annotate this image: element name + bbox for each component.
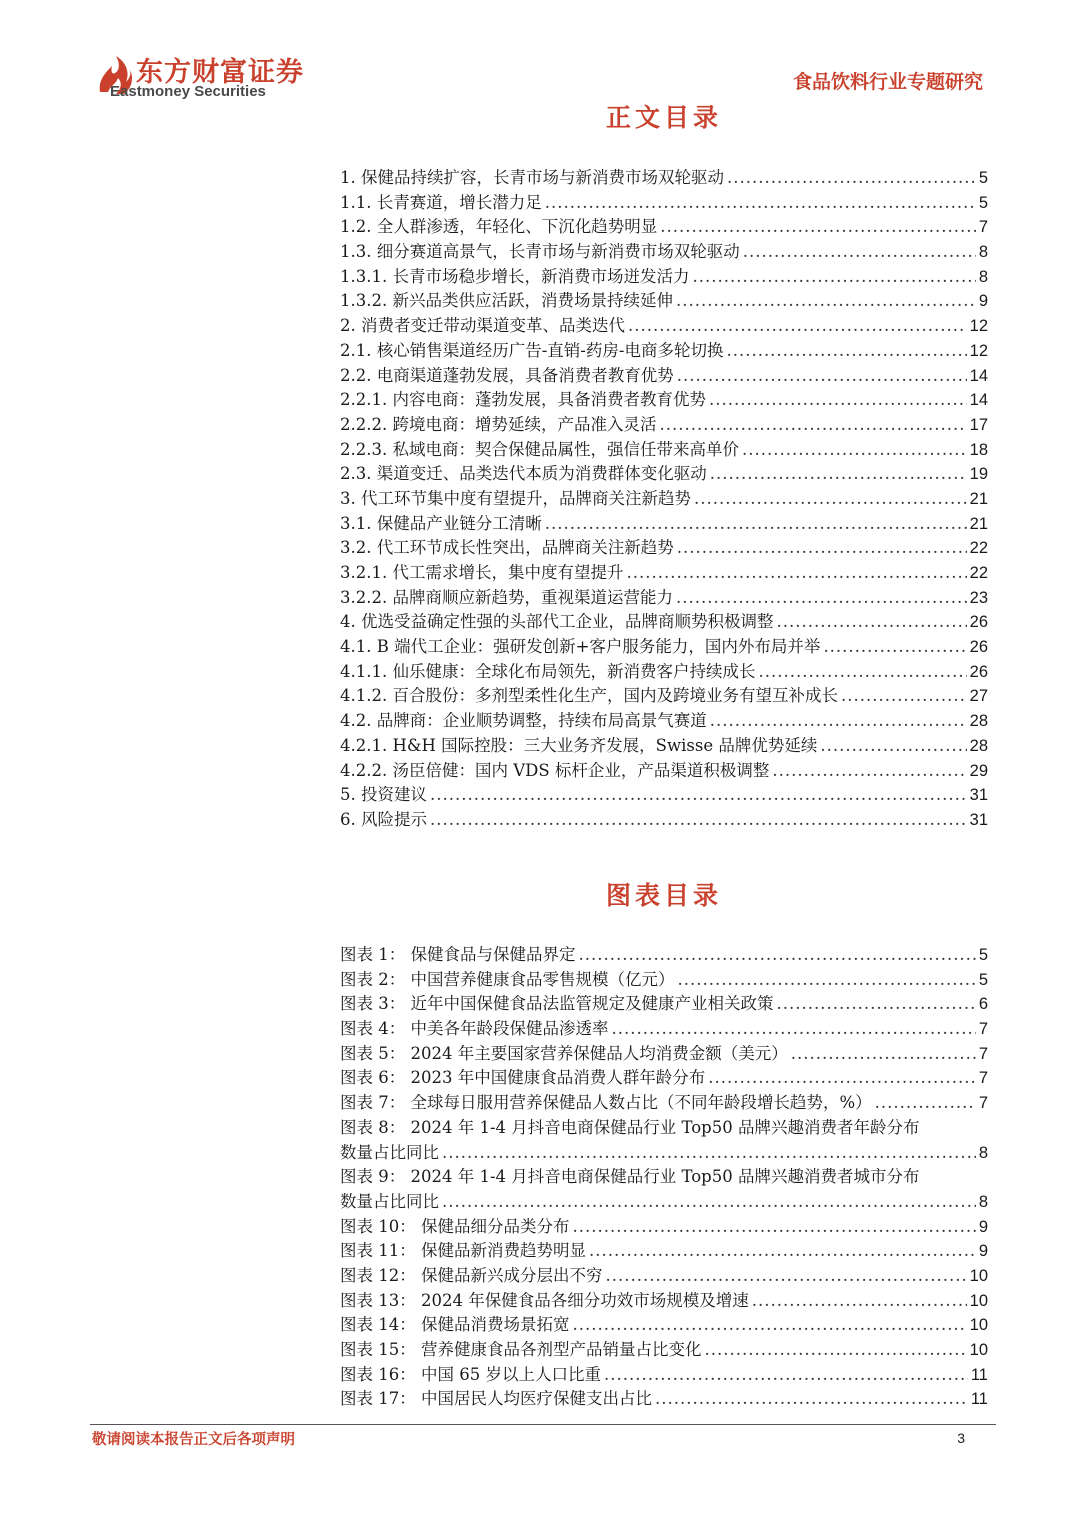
- leader-dots: [777, 992, 976, 1017]
- figure-entry[interactable]: [340, 1264, 988, 1289]
- toc-entry-page: 12: [969, 317, 988, 336]
- leader-dots: [752, 1289, 967, 1314]
- figure-entry-label: 图表 10： 保健品细分品类分布: [340, 1216, 570, 1236]
- toc-entry-label: 2.2. 电商渠道蓬勃发展，具备消费者教育优势: [340, 365, 674, 385]
- toc-entry[interactable]: [340, 635, 988, 660]
- leader-dots: [573, 1313, 967, 1338]
- toc-entry[interactable]: [340, 265, 988, 290]
- figure-entry-page: 11: [970, 1390, 988, 1409]
- leader-dots: [442, 1190, 976, 1215]
- toc-entry[interactable]: [340, 536, 988, 561]
- figure-entry[interactable]: [340, 1338, 988, 1363]
- leader-dots: [573, 1215, 976, 1240]
- figure-entry-page: 7: [978, 1069, 988, 1088]
- figure-entry-label-line1[interactable]: 图表 9： 2024 年 1-4 月抖音电商保健品行业 Top50 品牌兴趣消费者城市分布: [340, 1167, 920, 1187]
- figure-entry[interactable]: [340, 1215, 988, 1240]
- figure-entry[interactable]: [340, 1091, 988, 1116]
- toc-entry-page: 12: [969, 341, 988, 360]
- toc-entry-label: 2.2.3. 私域电商：契合保健品属性，强信任带来高单价: [340, 439, 739, 459]
- toc-entry-page: 14: [969, 391, 988, 410]
- figure-entry-label: 图表 12： 保健品新兴成分层出不穷: [340, 1265, 603, 1285]
- toc-entry-label: 6. 风险提示: [340, 809, 427, 829]
- figure-entry-label: 图表 14： 保健品消费场景拓宽: [340, 1315, 570, 1335]
- toc-entry-page: 28: [969, 736, 988, 755]
- figure-entry-label: 图表 1： 保健食品与保健品界定: [340, 945, 576, 964]
- toc-entry-label: 1.3. 细分赛道高景气，长青市场与新消费市场双轮驱动: [340, 242, 740, 262]
- toc-entry-page: 28: [969, 712, 988, 731]
- toc-entry-page: 29: [969, 761, 988, 780]
- leader-dots: [820, 734, 966, 759]
- toc-entry[interactable]: [340, 240, 988, 265]
- toc-entry[interactable]: [340, 314, 988, 339]
- footer-divider: [90, 1424, 996, 1425]
- toc-entry[interactable]: [340, 808, 988, 833]
- toc-entry-label: 3.1. 保健品产业链分工清晰: [340, 513, 542, 533]
- figure-entry-page: 10: [969, 1341, 988, 1359]
- figure-entry[interactable]: [340, 1387, 988, 1412]
- toc-entry[interactable]: [340, 684, 988, 709]
- toc-entry-page: 19: [969, 465, 988, 484]
- leader-dots: [823, 635, 966, 660]
- leader-dots: [579, 943, 976, 968]
- toc-entry-page: 26: [969, 613, 988, 632]
- figure-entry-label: 图表 15： 营养健康食品各剂型产品销量占比变化: [340, 1340, 702, 1359]
- leader-dots: [777, 610, 967, 635]
- figure-entry-page: 5: [978, 946, 988, 964]
- leader-dots: [710, 709, 967, 734]
- toc-entry-label: 1.3.1. 长青市场稳步增长，新消费市场迸发活力: [340, 266, 690, 286]
- toc-entry[interactable]: [340, 191, 988, 216]
- toc-entry-page: 18: [969, 440, 988, 459]
- leader-dots: [758, 660, 966, 685]
- toc-entry-page: 8: [978, 243, 988, 262]
- figure-list-title: 图表目录: [605, 881, 722, 910]
- toc-entry-label: 2.2.2. 跨境电商：增势延续，产品准入灵活: [340, 414, 657, 434]
- leader-dots: [606, 1264, 967, 1289]
- toc-entry-label: 1.3.2. 新兴品类供应活跃，消费场景持续延伸: [340, 291, 673, 311]
- figure-entry-page: 9: [978, 1242, 988, 1261]
- toc-entry-page: 26: [969, 662, 988, 681]
- figure-entry[interactable]: [340, 1239, 988, 1264]
- figure-entry[interactable]: [340, 1190, 988, 1215]
- toc-entry-page: 8: [978, 267, 988, 286]
- figure-entry-page: 10: [969, 1266, 988, 1285]
- toc-entry-label: 4.1.1. 仙乐健康：全球化布局领先，新消费客户持续成长: [340, 661, 756, 681]
- figure-entry[interactable]: [340, 943, 988, 968]
- toc-entry-label: 1. 保健品持续扩容，长青市场与新消费市场双轮驱动: [340, 168, 724, 187]
- toc-entry[interactable]: [340, 759, 988, 784]
- toc-entry-label: 2.2.1. 内容电商：蓬勃发展，具备消费者教育优势: [340, 390, 706, 410]
- toc-entry-page: 5: [978, 193, 988, 212]
- leader-dots: [875, 1091, 976, 1116]
- toc-title: 正文目录: [605, 103, 722, 132]
- leader-dots: [589, 1239, 976, 1264]
- figure-entry[interactable]: [340, 992, 988, 1017]
- toc-entry[interactable]: [340, 462, 988, 487]
- toc-entry[interactable]: [340, 660, 988, 685]
- figure-entry[interactable]: [340, 1313, 988, 1338]
- figure-entry-label: 图表 4： 中美各年龄段保健品渗透率: [340, 1019, 609, 1039]
- toc-entry[interactable]: [340, 364, 988, 389]
- footer-disclaimer: 敬请阅读本报告正文后各项声明: [92, 1432, 295, 1448]
- leader-dots: [710, 462, 967, 487]
- leader-dots: [545, 191, 976, 216]
- figure-entry[interactable]: [340, 1017, 988, 1042]
- leader-dots: [694, 487, 967, 512]
- leader-dots: [678, 968, 976, 993]
- leader-dots: [604, 1363, 968, 1388]
- toc-entry-label: 2.1. 核心销售渠道经历广告-直销-药房-电商多轮切换: [340, 340, 724, 360]
- leader-dots: [626, 561, 966, 586]
- leader-dots: [742, 438, 967, 463]
- figure-entry-label: 数量占比同比: [340, 1142, 439, 1162]
- leader-dots: [659, 413, 966, 438]
- toc-entry[interactable]: [340, 413, 988, 438]
- toc-entry-label: 1.1. 长青赛道，增长潜力足: [340, 192, 542, 212]
- toc-entry-page: 9: [978, 292, 988, 311]
- leader-dots: [772, 759, 966, 784]
- toc-entry-label: 2.3. 渠道变迁、品类迭代本质为消费群体变化驱动: [340, 464, 707, 484]
- toc-entry-label: 4.2.1. H&H 国际控股：三大业务齐发展，Swisse 品牌优势延续: [340, 735, 818, 755]
- toc-entry-label: 3.2.1. 代工需求增长，集中度有望提升: [340, 563, 624, 582]
- figure-entry-page: 9: [978, 1217, 988, 1236]
- toc-entry-page: 31: [969, 786, 988, 805]
- leader-dots: [709, 388, 967, 413]
- toc-entry[interactable]: [340, 561, 988, 586]
- figure-entry-label: 图表 7： 全球每日服用营养保健品人数占比（不同年龄段增长趋势，%）: [340, 1093, 872, 1113]
- figure-entry-page: 7: [978, 1094, 988, 1113]
- figure-entry[interactable]: [340, 1042, 988, 1067]
- figure-entry[interactable]: [340, 1066, 988, 1091]
- leader-dots: [676, 289, 976, 314]
- toc-entry-page: 5: [978, 169, 988, 187]
- leader-dots: [677, 364, 967, 389]
- company-logo: [96, 50, 316, 106]
- figure-entry-page: 8: [978, 1143, 988, 1162]
- leader-dots: [430, 808, 967, 833]
- figure-list: [340, 943, 988, 1412]
- toc-entry-page: 14: [969, 366, 988, 385]
- figure-entry-label: 图表 2： 中国营养健康食品零售规模（亿元）: [340, 969, 675, 989]
- figure-entry-page: 6: [978, 995, 988, 1014]
- page-number: 3: [957, 1430, 965, 1446]
- toc-list: [340, 166, 988, 833]
- toc-entry[interactable]: [340, 388, 988, 413]
- toc-entry[interactable]: [340, 289, 988, 314]
- leader-dots: [545, 512, 967, 537]
- figure-entry-page: 8: [978, 1192, 988, 1211]
- toc-entry[interactable]: [340, 783, 988, 808]
- figure-entry-label: 数量占比同比: [340, 1191, 439, 1211]
- toc-entry-page: 26: [969, 638, 988, 657]
- leader-dots: [791, 1042, 976, 1067]
- logo-english-name: Eastmoney Securities: [110, 83, 266, 100]
- figure-entry-label: 图表 6： 2023 年中国健康食品消费人群年龄分布: [340, 1068, 706, 1088]
- toc-entry-page: 31: [969, 810, 988, 829]
- leader-dots: [705, 1338, 967, 1363]
- leader-dots: [430, 783, 967, 808]
- figure-entry-label: 图表 11： 保健品新消费趋势明显: [340, 1241, 586, 1261]
- figure-entry-label: 图表 5： 2024 年主要国家营养保健品人均消费金额（美元）: [340, 1043, 788, 1063]
- figure-entry-page: 7: [978, 1044, 988, 1063]
- toc-entry[interactable]: [340, 512, 988, 537]
- toc-entry-page: 22: [969, 564, 988, 582]
- toc-entry[interactable]: [340, 487, 988, 512]
- leader-dots: [743, 240, 976, 265]
- leader-dots: [655, 1387, 968, 1412]
- toc-entry-label: 2. 消费者变迁带动渠道变革、品类迭代: [340, 316, 625, 336]
- figure-entry-page: 10: [969, 1316, 988, 1335]
- toc-entry-label: 4. 优选受益确定性强的头部代工企业，品牌商顺势积极调整: [340, 612, 774, 632]
- report-category: 食品饮料行业专题研究: [792, 71, 983, 93]
- figure-entry-page: 5: [978, 970, 988, 989]
- toc-entry-label: 3.2.2. 品牌商顺应新趋势，重视渠道运营能力: [340, 587, 673, 607]
- toc-entry-page: 21: [969, 514, 988, 533]
- toc-entry-label: 4.1.2. 百合股份：多剂型柔性化生产，国内及跨境业务有望互补成长: [340, 686, 838, 706]
- leader-dots: [660, 215, 976, 240]
- leader-dots: [442, 1141, 976, 1166]
- toc-entry[interactable]: [340, 709, 988, 734]
- toc-entry-label: 4.1. B 端代工企业：强研发创新+客户服务能力，国内外布局并举: [340, 637, 821, 657]
- figure-entry-label-line1[interactable]: 图表 8： 2024 年 1-4 月抖音电商保健品行业 Top50 品牌兴趣消费者年龄分布: [340, 1117, 920, 1137]
- figure-entry-label: 图表 13： 2024 年保健食品各细分功效市场规模及增速: [340, 1290, 749, 1310]
- toc-entry[interactable]: [340, 339, 988, 364]
- toc-entry[interactable]: [340, 166, 988, 191]
- figure-entry[interactable]: [340, 1141, 988, 1166]
- logo-chinese-name: 东方财富证券: [136, 57, 304, 88]
- figure-entry-label: 图表 3： 近年中国保健食品法监管规定及健康产业相关政策: [340, 994, 774, 1014]
- figure-entry-label: 图表 17： 中国居民人均医疗保健支出占比: [340, 1389, 652, 1409]
- toc-entry[interactable]: [340, 610, 988, 635]
- figure-entry-page: 7: [978, 1020, 988, 1039]
- figure-entry[interactable]: [340, 1289, 988, 1314]
- toc-entry-page: 27: [969, 687, 988, 706]
- leader-dots: [677, 536, 967, 561]
- leader-dots: [676, 586, 967, 611]
- figure-entry[interactable]: [340, 968, 988, 993]
- toc-entry-label: 5. 投资建议: [340, 785, 427, 805]
- leader-dots: [692, 265, 975, 290]
- toc-entry[interactable]: [340, 215, 988, 240]
- toc-entry-page: 23: [969, 588, 988, 607]
- figure-entry-page: 11: [970, 1365, 988, 1384]
- leader-dots: [708, 1066, 976, 1091]
- leader-dots: [841, 684, 967, 709]
- toc-entry-page: 7: [978, 218, 988, 237]
- toc-entry-label: 3.2. 代工环节成长性突出，品牌商关注新趋势: [340, 538, 674, 558]
- toc-entry[interactable]: [340, 438, 988, 463]
- toc-entry-label: 3. 代工环节集中度有望提升，品牌商关注新趋势: [340, 488, 691, 508]
- toc-entry-page: 21: [969, 489, 988, 508]
- leader-dots: [726, 339, 966, 364]
- toc-entry-label: 4.2.2. 汤臣倍健：国内 VDS 标杆企业，产品渠道积极调整: [340, 760, 770, 780]
- figure-entry-label: 图表 16： 中国 65 岁以上人口比重: [340, 1364, 601, 1384]
- toc-entry[interactable]: [340, 734, 988, 759]
- toc-entry-label: 4.2. 品牌商：企业顺势调整，持续布局高景气赛道: [340, 711, 707, 731]
- toc-entry-page: 22: [969, 539, 988, 558]
- figure-entry[interactable]: [340, 1363, 988, 1388]
- leader-dots: [727, 166, 976, 191]
- figure-entry-page: 10: [969, 1291, 988, 1310]
- toc-entry-page: 17: [969, 415, 988, 434]
- toc-entry[interactable]: [340, 586, 988, 611]
- toc-entry-label: 1.2. 全人群渗透，年轻化、下沉化趋势明显: [340, 217, 658, 237]
- leader-dots: [628, 314, 967, 339]
- leader-dots: [612, 1017, 976, 1042]
